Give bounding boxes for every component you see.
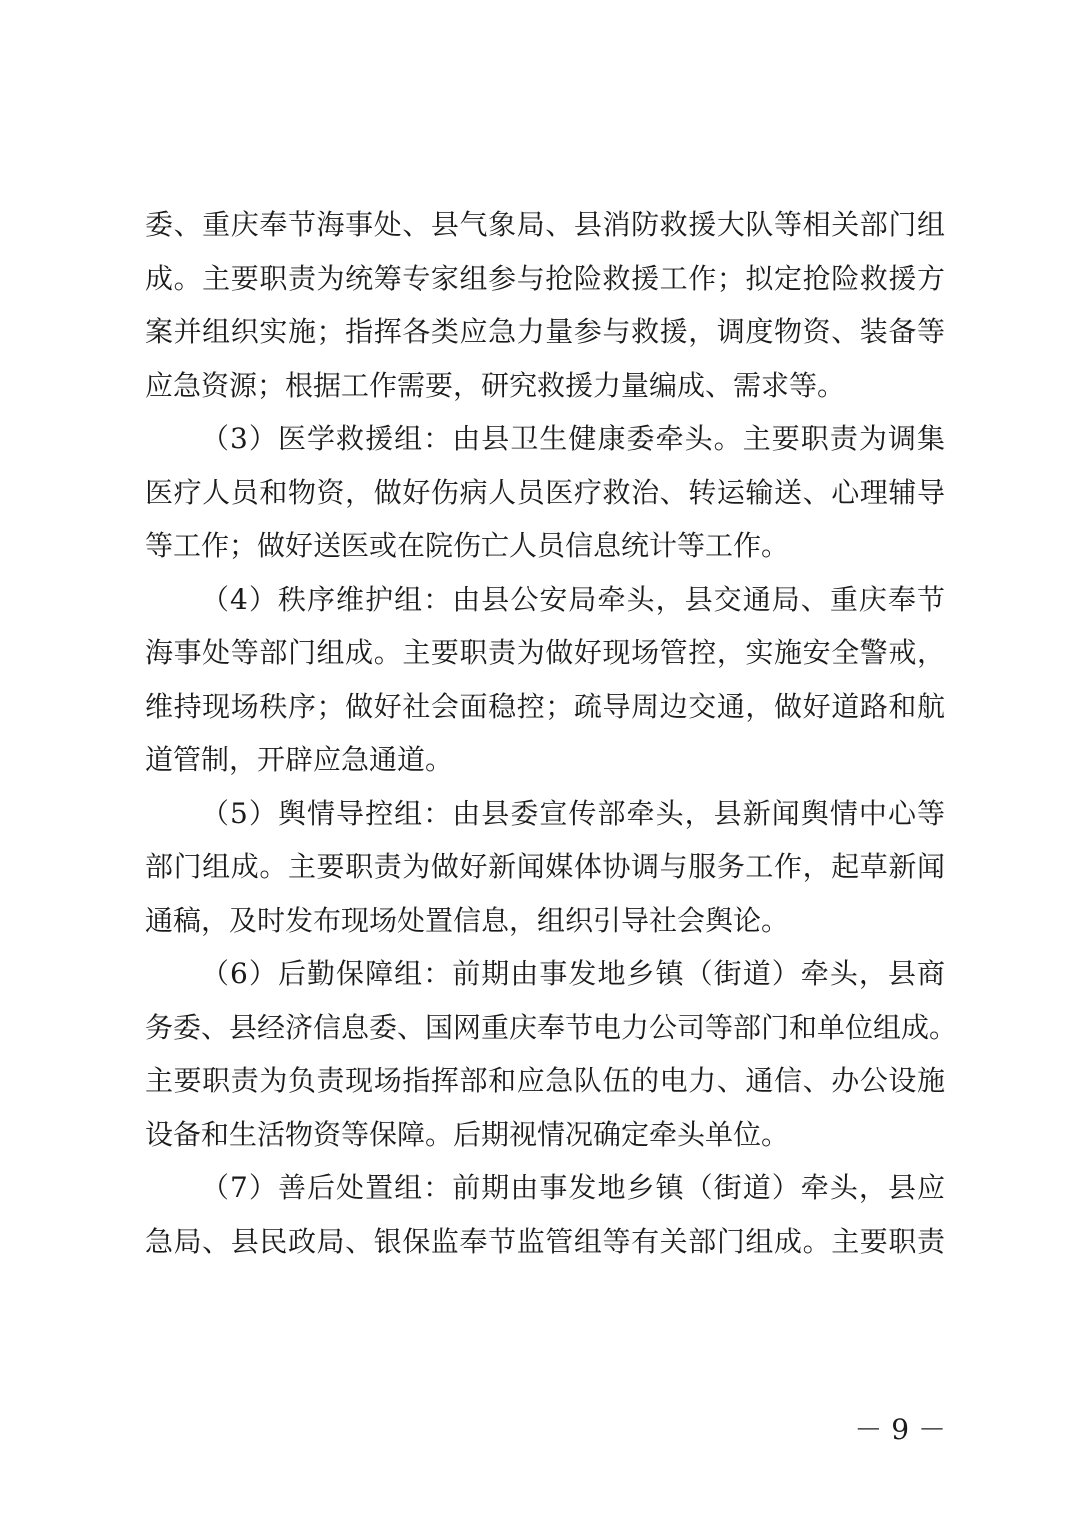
paragraph-first-line: （7）善后处置组：前期由事发地乡镇（街道）牵头，县应 xyxy=(201,1171,945,1204)
text-line: 道管制，开辟应急通道。 xyxy=(145,743,454,776)
body-text xyxy=(145,198,958,1268)
paragraph-first-line: （5）舆情导控组：由县委宣传部牵头，县新闻舆情中心等 xyxy=(201,796,945,830)
text-line: 设备和生活物资等保障。后期视情况确定牵头单位。 xyxy=(145,1117,790,1151)
text-line: 务委、县经济信息委、国网重庆奉节电力公司等部门和单位组成。 xyxy=(145,1010,958,1044)
text-line: 应急资源；根据工作需要，研究救援力量编成、需求等。 xyxy=(145,368,846,402)
text-line: 案并组织实施；指挥各类应急力量参与救援，调度物资、装备等 xyxy=(145,315,945,348)
paragraph-first-line: （4）秩序维护组：由县公安局牵头，县交通局、重庆奉节 xyxy=(201,582,945,616)
text-line: 海事处等部门组成。主要职责为做好现场管控，实施安全警戒， xyxy=(145,636,945,669)
text-line: 通稿，及时发布现场处置信息，组织引导社会舆论。 xyxy=(145,903,790,937)
text-line: 部门组成。主要职责为做好新闻媒体协调与服务工作，起草新闻 xyxy=(145,850,945,883)
text-line: 急局、县民政局、银保监奉节监管组等有关部门组成。主要职责 xyxy=(145,1224,945,1258)
text-line: 成。主要职责为统筹专家组参与抢险救援工作；拟定抢险救援方 xyxy=(145,261,945,295)
text-line: 主要职责为负责现场指挥部和应急队伍的电力、通信、办公设施 xyxy=(145,1064,945,1097)
paragraph-first-line: （6）后勤保障组：前期由事发地乡镇（街道）牵头，县商 xyxy=(201,957,945,990)
text-line: 委、重庆奉节海事处、县气象局、县消防救援大队等相关部门组 xyxy=(145,208,945,241)
text-line: 等工作；做好送医或在院伤亡人员信息统计等工作。 xyxy=(145,529,790,562)
text-line: 医疗人员和物资，做好伤病人员医疗救治、转运输送、心理辅导 xyxy=(145,475,945,509)
text-line: 维持现场秩序；做好社会面稳控；疏导周边交通，做好道路和航 xyxy=(145,689,945,723)
page-number: － 9 － xyxy=(854,1413,946,1446)
paragraph-first-line: （3）医学救援组：由县卫生健康委牵头。主要职责为调集 xyxy=(201,422,945,455)
